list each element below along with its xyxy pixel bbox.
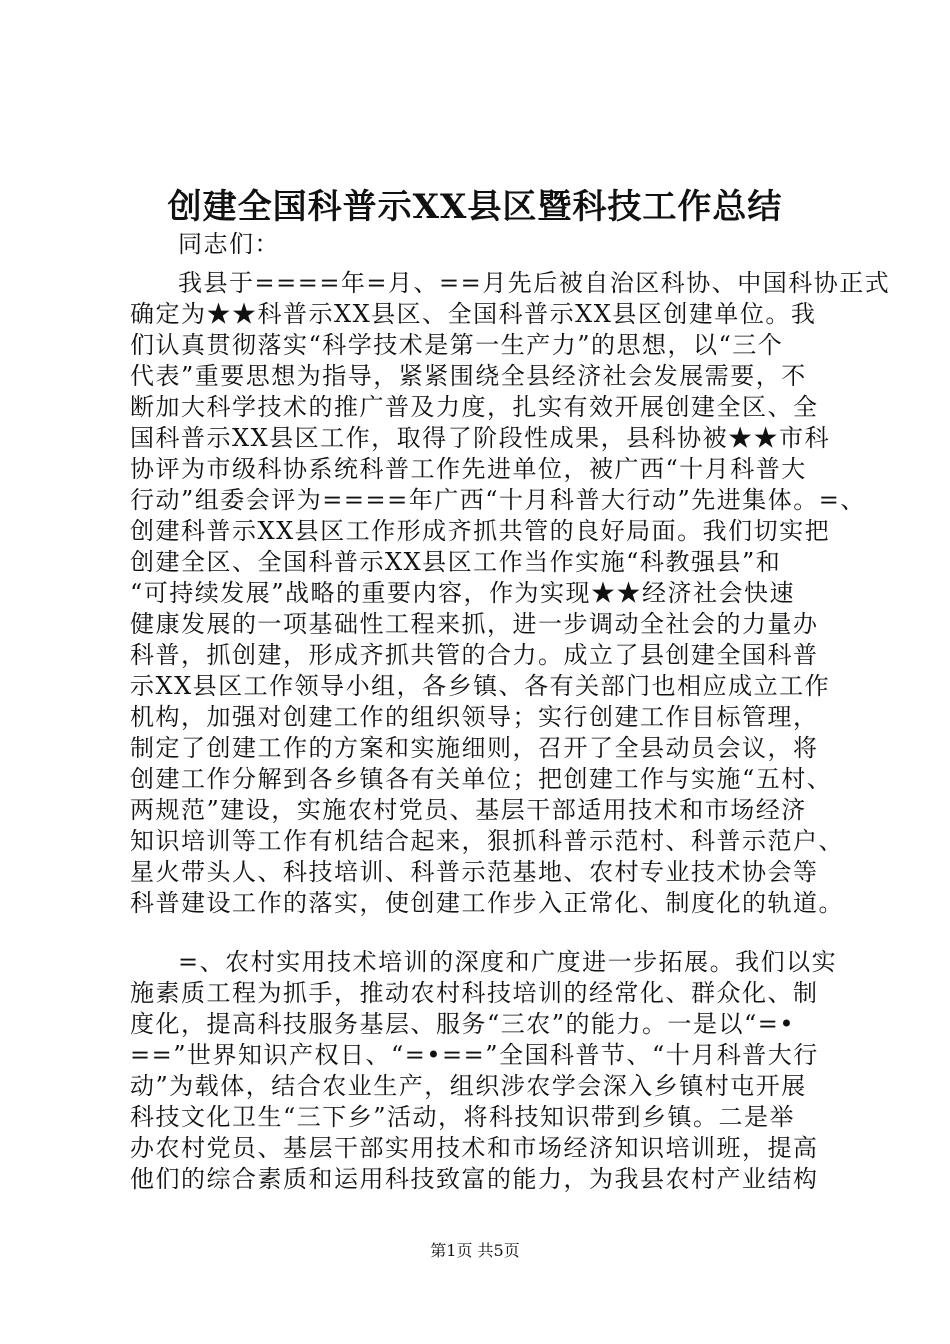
body-line: 科普，抓创建，形成齐抓共管的合力。成立了县创建全国科普 [130, 641, 819, 669]
body-line: 代表”重要思想为指导，紧紧围绕全县经济社会发展需要，不 [130, 362, 807, 390]
body-line: 制定了创建工作的方案和实施细则，召开了全县动员会议，将 [130, 734, 819, 762]
body-line: 协评为市级科协系统科普工作先进单位，被广西“十月科普大 [130, 455, 807, 483]
body-line: 科技文化卫生“三下乡”活动，将科技知识带到乡镇。二是举 [130, 1103, 796, 1131]
body-line: 确定为★★科普示XX县区、全国科普示XX县区创建单位。我 [130, 300, 817, 328]
document-title: 创建全国科普示XX县区暨科技工作总结 [167, 187, 783, 227]
body-line: 知识培训等工作有机结合起来，狠抓科普示范村、科普示范户、 [130, 827, 844, 855]
body-line: 科普建设工作的落实，使创建工作步入正常化、制度化的轨道。 [130, 889, 844, 917]
body-line: =、农村实用技术培训的深度和广度进一步拓展。我们以实 [178, 948, 838, 976]
body-line: 两规范”建设，实施农村党员、基层干部适用技术和市场经济 [130, 796, 807, 824]
body-line: 办农村党员、基层干部实用技术和市场经济知识培训班，提高 [130, 1134, 819, 1162]
body-line: “可持续发展”战略的重要内容，作为实现★★经济社会快速 [130, 579, 796, 607]
body-line: 创建科普示XX县区工作形成齐抓共管的良好局面。我们切实把 [130, 517, 831, 545]
body-line: 机构，加强对创建工作的组织领导；实行创建工作目标管理， [130, 703, 819, 731]
body-line: 健康发展的一项基础性工程来抓，进一步调动全社会的力量办 [130, 610, 819, 638]
body-line: 他们的综合素质和运用科技致富的能力，为我县农村产业结构 [130, 1165, 819, 1193]
body-line: 断加大科学技术的推广普及力度，扎实有效开展创建全区、全 [130, 393, 819, 421]
body-line: 动”为载体，结合农业生产，组织涉农学会深入乡镇村屯开展 [130, 1072, 807, 1100]
body-line: 度化，提高科技服务基层、服务“三农”的能力。一是以“=• [130, 1010, 796, 1038]
body-line: 行动”组委会评为====年广西“十月科普大行动”先进集体。=、 [130, 486, 866, 514]
body-line: 示XX县区工作领导小组，各乡镇、各有关部门也相应成立工作 [130, 672, 831, 700]
salutation-line: 同志们： [178, 230, 280, 258]
body-line: 们认真贯彻落实“科学技术是第一生产力”的思想，以“三个 [130, 331, 784, 359]
body-line: 施素质工程为抓手，推动农村科技培训的经常化、群众化、制 [130, 979, 819, 1007]
body-line: 创建工作分解到各乡镇各有关单位；把创建工作与实施“五村、 [130, 765, 833, 793]
body-line: 国科普示XX县区工作，取得了阶段性成果，县科协被★★市科 [130, 424, 831, 452]
page-number-footer: 第1页 共5页 [430, 1241, 520, 1260]
body-line: ==”世界知识产权日、“=•==”全国科普节、“十月科普大行 [130, 1041, 819, 1069]
body-line: 星火带头人、科技培训、科普示范基地、农村专业技术协会等 [130, 858, 819, 886]
body-line: 创建全区、全国科普示XX县区工作当作实施“科教强县”和 [130, 548, 782, 576]
body-line: 我县于====年=月、==月先后被自治区科协、中国科协正式 [178, 269, 891, 297]
